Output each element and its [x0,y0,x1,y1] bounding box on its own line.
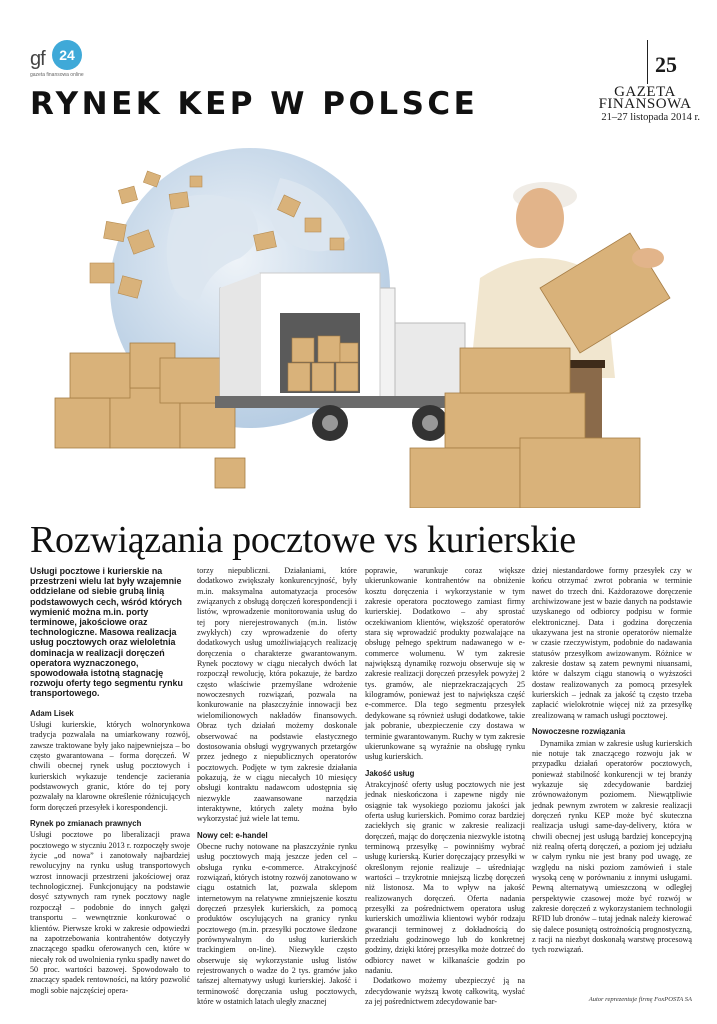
logo-badge: 24 [52,40,82,70]
paragraph: poprawie, warunkuje coraz większe ukierunkowanie kontrahentów na obniżenie kosztu doręczenia i wykorzystanie w tym zakresie operatora pocztowego zamiast firmy kurierskiej. Dodatkowo – aby sprostać oczekiwaniom klientów, większość operatorów stara się wprowadzić produkty pozwalające na obsługę pełnego spektrum nadawanego w e-commerce wolumenu. W tym zakresie największą dynamikę rozwoju obserwuje się w zakresie realizacji doręczeń przesyłek powyżej 2 tys. gramów, ale nieprzekraczających 25 kilogramów, ponieważ jest to największa część e-commerce. Dla tego segmentu przesyłek dedykowane są również usługi dodatkowe, takie jak pobranie, ubezpieczenie czy dostawa w terminie gwarantowanym. Ruchy w tym zakresie ukierunkowane są wyraźnie na obsługę rynku usług kurierskich. [365,566,525,762]
column-1 [30,566,190,996]
section-title: RYNEK KEP W POLSCE [30,86,479,122]
author-footnote: Autor reprezentuje firmę FoxPOSTA SA [588,996,692,1003]
logo-tagline: gazeta finansowa online [30,72,84,78]
logo-text: gf [30,48,45,70]
box-pile [55,343,245,488]
article-headline: Rozwiązania pocztowe vs kurierskie [30,519,576,561]
article-photo [30,138,687,508]
paragraph: Atrakcyjność oferty usług pocztowych nie jest jednak nieskończona i zapewne nigdy nie osiągnie tak wysokiego poziomu jakości jak oferta usług kurierskich. Pomimo coraz bardziej zaciekłych się granic w zakresie realizacji doręczeń, mając do doręczenia niezwykle istotną terminową przesyłkę – powinniśmy wybrać usługę kurierską. Kurier doręczający przesyłki w określonym rejonie realizuje – uśredniając wartości – trzykrotnie mniejszą liczbę doręczeń niż listonosz. Ma to wpływ na jakość realizowanych doręczeń. Oferta nadania przesyłki za pośrednictwem operatora usług kurierskich umożliwia klientowi wybór rodzaju gwarancji terminowej z dokładnością do przedziału godzinowego lub do konkretnej godziny, dzięki której przesyłka może dotrzeć do odbiorcy nawet w kilkanaście godzin po nadaniu. [365,779,525,976]
header-divider [647,40,648,84]
subheading: Nowoczesne rozwiązania [532,727,626,737]
subheading: Jakość usług [365,768,415,778]
column-4 [532,566,692,956]
issue-date: 21–27 listopada 2014 r. [601,112,700,123]
paragraph: Dynamika zmian w zakresie usług kurierskich nie notuje tak znaczącego rozwoju jak w przypadku działań operatorów pocztowych, ponieważ stabilność konkurencji w tej branży wykazuje się zdecydowanie bardziej zrównoważonym poziomem. Niewątpliwie jednak pewnym zwrotem w zakresie realizacji doręczeń rynku KEP może być skuteczna realizacja usługi same-day-delivery, która w chwili obecnej jest usługą bardziej koncepcyjną niż realną ofertą doręczeń, a poziom jej udziału w całym rynku nie jest brany pod uwagę, ze względu na niski poziom zamówień i stale wysoką cenę w porównaniu z innymi usługami. Pewną alternatywą umieszczoną w odległej perspektywie czasowej może być rozwój w zakresie doręczeń z wykorzystaniem technologii RFID lub dronów – tutaj jednak należy kierować się dalece posuniętą ostrożnością prognostyczną, z racji na niezbyt doskonałą warstwę procesową tych rozwiązań. [532,738,692,955]
paragraph: Usługi pocztowe po liberalizacji prawa pocztowego w styczniu 2013 r. rozpoczęły swoje życie „od nowa” i zanotowały najbardziej rewolucyjny na rynku usług transportowych wzrost innowacji przestrzeni jakościowej oraz technologicznej. Funkcjonujący na podstawie dosyć sztywnych ram rynek pocztowy nagle rozpoczął – podobnie do innych gałęzi transportu – wewnętrznie konkurować o klientów. Pierwsze kroki w zakresie odpowiedzi na zapotrzebowania kontrahentów dotyczyły znaczącego spadku oferowanych cen, które w niecały rok od uwolnienia rynku spadły nawet do 50 proc. wartości bazowej. Spowodowało to znaczący spadek rentowności, na który pozwolić mogli sobie najczęściej opera- [30,830,190,995]
paper-name-line1: GAZETA [614,84,676,100]
paragraph: Obecne ruchy notowane na płaszczyźnie rynku usług pocztowych mają jeszcze jeden cel – obsługa rynku e-commerce. Atrakcyjność rozwiązań, których istotny rozwój zanotowano w ciągu ostatnich lat, pozwala sklepom internetowym na relatywne zmniejszenie kosztu doręczeń przesyłek kurierskich, za pomocą produktów oscylujących na granicy rynku pocztowego (m.in. przesyłki pocztowe śledzone porównywalnym do usług kurierskich trackingiem on-line). Niezwykle często obserwuje się wykorzystanie usług listów rejestrowanych o wadze do 2 tys. gramów jako tańszej alternatywy usługi kurierskiej. Jakość i terminowość doręczania usług pocztowych, które w ostatnich latach uległy znacznej [197,841,357,1007]
article-lead: Usługi pocztowe i kurierskie na przestrzeni wielu lat były wzajemnie oddzielane od siebie grubą linią podstawowych cech, wśród których wymienić można m.in. porty terminowe, jakościowe oraz technologiczne. Masowa realizacja usług pocztowych oraz wieloletnia dominacja w realizacji doręczeń operatora wyznaczonego, spowodowała istotną stagnację rozwoju oferty tego segmentu rynku transportowego. [30,566,183,699]
paragraph: Usługi kurierskie, których wolnorynkowa tradycja pozwalała na umiarkowany rozwój, zawsze traktowane były jako najpewniejsza – bo często gwarantowana – forma doręczeń. W chwili obecnej rynek usług pocztowych i kurierskich wykazuje tendencje zacierania podstawowych granic, które do tej pory pozwalały na klarowne określenie różnicujących form doręczeń przesyłek i korespondencji. [30,719,190,812]
paragraph: dziej niestandardowe formy przesyłek czy w końcu otrzymać zwrot pobrania w terminie nawet do trzech dni. Każdorazowe doręczenie archiwizowane jest w bazie danych na podstawie uzyskanego od odbiorcy podpisu w formie elektronicznej. Data i godzina doręczenia ukazywana jest na stronie operatorów niemalże w czasie rzeczywistym, podobnie do nadawania statusów przesyłkom awizowanym. Różnice w zakresie dostaw są zatem pewnymi niuansami, które w dalszym ciągu stanowią o wyższości dostaw realizowanych za pomocą przesyłek kurierskich – jednak za jakość tą często trzeba zapłacić wielokrotnie więcej niż za przesyłkę zrealizowaną w ramach usługi pocztowej. [532,566,692,720]
author-name: Adam Lisek [30,708,74,718]
subheading: Rynek po zmianach prawnych [30,819,142,829]
column-3 [365,566,525,1007]
courier-illustration [30,138,687,508]
subheading: Nowy cel: e-handel [197,830,268,840]
page-number: 25 [655,52,677,77]
paper-name [595,86,695,110]
column-2 [197,566,357,1007]
paragraph: Dodatkowo możemy ubezpieczyć ją na zdecydowanie wyższą kwotę całkowitą, wysłać za jej pośrednictwem zdecydowanie bar- [365,976,525,1007]
paragraph: torzy niepubliczni. Działaniami, które dodatkowo zwiększały konkurencyjność, były m.in. maksymalna automatyzacja procesów związanych z obsługą doręczeń korespondencji i listów, wprowadzenie monitorowania usług do tej pory nierejestrowanych (m.in. listów zwykłych) czy wprowadzenie do oferty dodatkowych usług umożliwiających realizację doręczenia o charakterze gwarantowanym. Rynek pocztowy w ciągu niecałych dwóch lat rozpoczął rewolucję, która pokazuje, że bardzo często właściwie przemyślane wdrożenie nowoczesnych rozwiązań, pozwala na konkurowanie na płaszczyźnie innowacji bez wielomilionowych nakładów finansowych. Obraz tych działań możemy doskonale obserwować na podstawie elastycznego dostosowania obsługi wygrywanych przetargów przez jednego z niepublicznych operatorów pocztowych. Podjęte w tym zakresie działania pokazują, że w ciągu niecałych 10 miesięcy obsługi kontraktu nadawcom udostępnia się niezwykle zaawansowane narzędzia interaktywne, których zalety można było wykorzystać już wiele lat temu. [197,566,357,824]
paper-name-line2: FINANSOWA [598,96,692,112]
